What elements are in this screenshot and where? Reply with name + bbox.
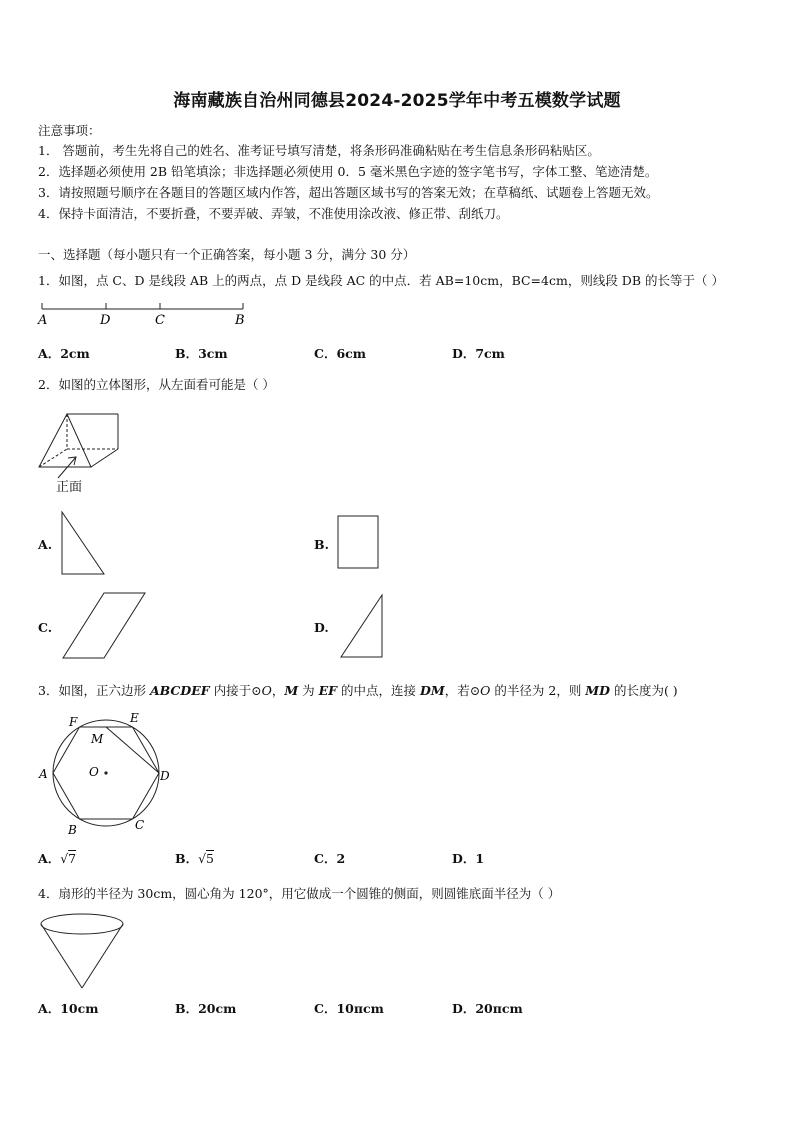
q1-option-c[interactable]: C．6cm: [314, 346, 366, 361]
q2-front-label: 正面: [56, 480, 83, 495]
q4-stem: 4．扇形的半径为 30cm，圆心角为 120°，用它做成一个圆锥的侧面，则圆锥底面半径为（ ）: [38, 886, 561, 901]
q1-point-c: C: [155, 313, 165, 328]
q3-stem: 3．如图，正六边形 ABCDEF 内接于⊙O，M 为 EF 的中点，连接 DM，若⊙O 的半径为 2，则 MD 的长度为( ): [38, 683, 678, 698]
q3-option-b[interactable]: B．√5: [175, 851, 214, 866]
q2-stem: 2．如图的立体图形，从左面看可能是（ ）: [38, 377, 275, 392]
q4-option-a[interactable]: A．10cm: [38, 1001, 99, 1016]
svg-text:F: F: [69, 715, 78, 729]
q2-option-d-figure[interactable]: [336, 590, 388, 662]
svg-text:O: O: [89, 765, 99, 779]
q2-option-b-figure[interactable]: [335, 513, 383, 573]
q3-option-d[interactable]: D．1: [452, 851, 485, 866]
svg-text:A: A: [39, 767, 48, 781]
q4-option-d[interactable]: D．20πcm: [452, 1001, 523, 1016]
q1-option-b[interactable]: B．3cm: [175, 346, 228, 361]
section-heading: 一、选择题（每小题只有一个正确答案，每小题 3 分，满分 30 分）: [38, 247, 416, 262]
q1-point-b: B: [235, 313, 245, 328]
q1-option-a[interactable]: A．2cm: [38, 346, 90, 361]
q2-option-c-figure[interactable]: [60, 590, 152, 662]
svg-text:B: B: [68, 823, 77, 837]
page-title: 海南藏族自治州同德县2024-2025学年中考五模数学试题: [173, 91, 621, 111]
notice-item-3: 3．请按照题号顺序在各题目的答题区域内作答，超出答题区域书写的答案无效；在草稿纸、试题卷上答题无效。: [38, 185, 659, 200]
q1-point-d: D: [100, 313, 111, 328]
q3-hexagon-figure: [34, 708, 184, 838]
q2-option-d-label[interactable]: D.: [314, 620, 329, 635]
q3-option-c[interactable]: C．2: [314, 851, 346, 866]
q3-option-a[interactable]: A．√7: [38, 851, 77, 866]
q2-option-a-label[interactable]: A.: [38, 537, 53, 552]
svg-text:E: E: [130, 711, 139, 725]
svg-text:M: M: [91, 732, 104, 746]
notice-item-1: 1． 答题前，考生先将自己的姓名、准考证号填写清楚，将条形码准确粘贴在考生信息条形码粘贴区。: [38, 143, 600, 158]
q1-stem: 1．如图，点 C、D 是线段 AB 上的两点，点 D 是线段 AC 的中点．若 AB=10cm，BC=4cm，则线段 DB 的长等于（ ）: [38, 273, 724, 288]
q2-option-a-figure[interactable]: [58, 509, 110, 579]
q2-solid-figure: [34, 404, 134, 494]
q1-point-a: A: [38, 313, 48, 328]
svg-text:C: C: [135, 818, 145, 832]
svg-text:D: D: [160, 769, 170, 783]
q1-option-d[interactable]: D．7cm: [452, 346, 505, 361]
q4-option-b[interactable]: B．20cm: [175, 1001, 237, 1016]
q4-option-c[interactable]: C．10πcm: [314, 1001, 384, 1016]
q1-segment-figure: [36, 298, 251, 328]
q2-option-b-label[interactable]: B.: [314, 537, 329, 552]
q2-option-c-label[interactable]: C.: [38, 620, 53, 635]
notice-heading: 注意事项：: [38, 123, 101, 138]
notice-item-2: 2．选择题必须使用 2B 铅笔填涂；非选择题必须使用 0．5 毫米黑色字迹的签字笔书写，字体工整、笔迹清楚。: [38, 164, 658, 179]
notice-item-4: 4．保持卡面清洁，不要折叠，不要弄破、弄皱，不准使用涂改液、修正带、刮纸刀。: [38, 206, 509, 221]
q4-cone-figure: [38, 910, 132, 992]
